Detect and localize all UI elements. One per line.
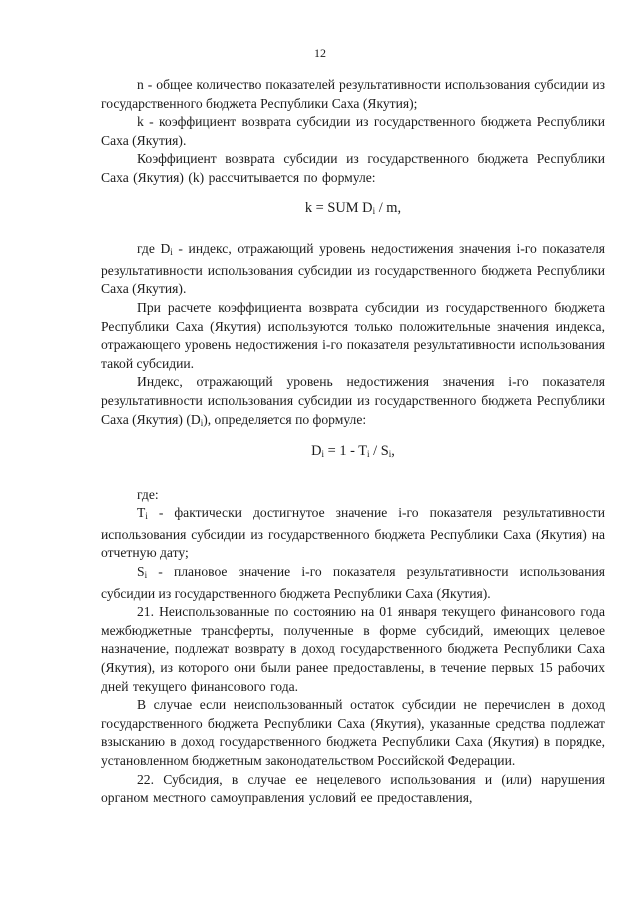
formula-k-post: / m, [375, 199, 402, 216]
formula-di-a-subscript: i [321, 449, 325, 460]
di-post: - индекс, отражающий уровень недостижения значения i-го показателя результативности использования субсидии из государственного бюджета Республики Саха (Якутия). [101, 241, 605, 297]
formula-k [101, 188, 605, 241]
paragraph-di-definition [101, 240, 605, 299]
paragraph-index-intro [101, 373, 605, 432]
di-subscript: i [170, 247, 173, 258]
ti-post: - фактически достигнутое значение i-го показателя результативности использования субсидии из государственного бюджета Республики Саха (Якутия) на отчетную дату; [101, 505, 605, 561]
formula-di-c-subscript: i [388, 449, 392, 460]
paragraph-clause-21: 21. Неиспользованные по состоянию на 01 января текущего финансового года межбюджетные трансферты, полученные в форме субсидий, имеющих целевое назначение, подлежат возврату в доход государственного бюджета Республики Саха (Якутия), из которого они были ранее предоставлены, в течение первых 15 рабочих дней текущего финансового года. [101, 604, 605, 694]
si-pre: S [137, 564, 145, 580]
formula-di-b-subscript: i [367, 449, 370, 460]
ti-subscript: i [145, 511, 148, 522]
paragraph-positive-values: При расчете коэффициента возврата субсидии из государственного бюджета Республики Саха (Якутия) используются только положительные значения индекса, отражающего уровень недостижения i-го показателя результативности использования такой субсидии. [101, 299, 605, 371]
index-intro-post: ), определяется по формуле: [203, 411, 367, 427]
formula-di-c: / S [369, 443, 389, 460]
paragraph-k-definition: k - коэффициент возврата субсидии из государственного бюджета Республики Саха (Якутия). [101, 114, 605, 148]
formula-k-subscript: i [372, 205, 376, 216]
document-body [101, 76, 605, 808]
index-intro-pre: Индекс, отражающий уровень недостижения значения i-го показателя результативности использования субсидии из государственного бюджета Республики Саха (Якутия) (D [101, 374, 605, 427]
formula-k-pre: k = SUM D [304, 199, 373, 216]
formula-di-a: D [311, 443, 322, 460]
paragraph-ti-definition [101, 504, 605, 563]
formula-di [101, 432, 605, 486]
paragraph-clause-22: 22. Субсидия, в случае ее нецелевого использования и (или) нарушения органом местного самоуправления условий ее предоставления, [101, 771, 605, 806]
di-pre: где D [137, 241, 171, 257]
si-subscript: i [144, 570, 148, 581]
paragraph-n-definition: n - общее количество показателей результативности использования субсидии из государственного бюджета Республики Саха (Якутия); [101, 77, 605, 111]
ti-pre: T [137, 505, 146, 521]
paragraph-unused-balance: В случае если неиспользованный остаток субсидии не перечислен в доход государственного бюджета Республики Саха (Якутия), указанные средства подлежат взысканию в доход государственного бюджета Республики Саха (Якутия) в порядке, установленном бюджетным законодательством Российской Федерации. [101, 697, 605, 768]
formula-di-b: = 1 - T [324, 443, 368, 460]
formula-di-d: , [391, 443, 395, 460]
paragraph-k-formula-intro: Коэффициент возврата субсидии из государственного бюджета Республики Саха (Якутия) (k) рассчитывается по формуле: [101, 151, 605, 185]
paragraph-where: где: [137, 486, 159, 502]
page-number: 12 [314, 46, 326, 60]
paragraph-si-definition [101, 563, 605, 603]
si-post: - плановое значение i-го показателя результативности использования субсидии из государственного бюджета Республики Саха (Якутия). [101, 564, 605, 601]
index-intro-subscript: i [200, 417, 204, 428]
